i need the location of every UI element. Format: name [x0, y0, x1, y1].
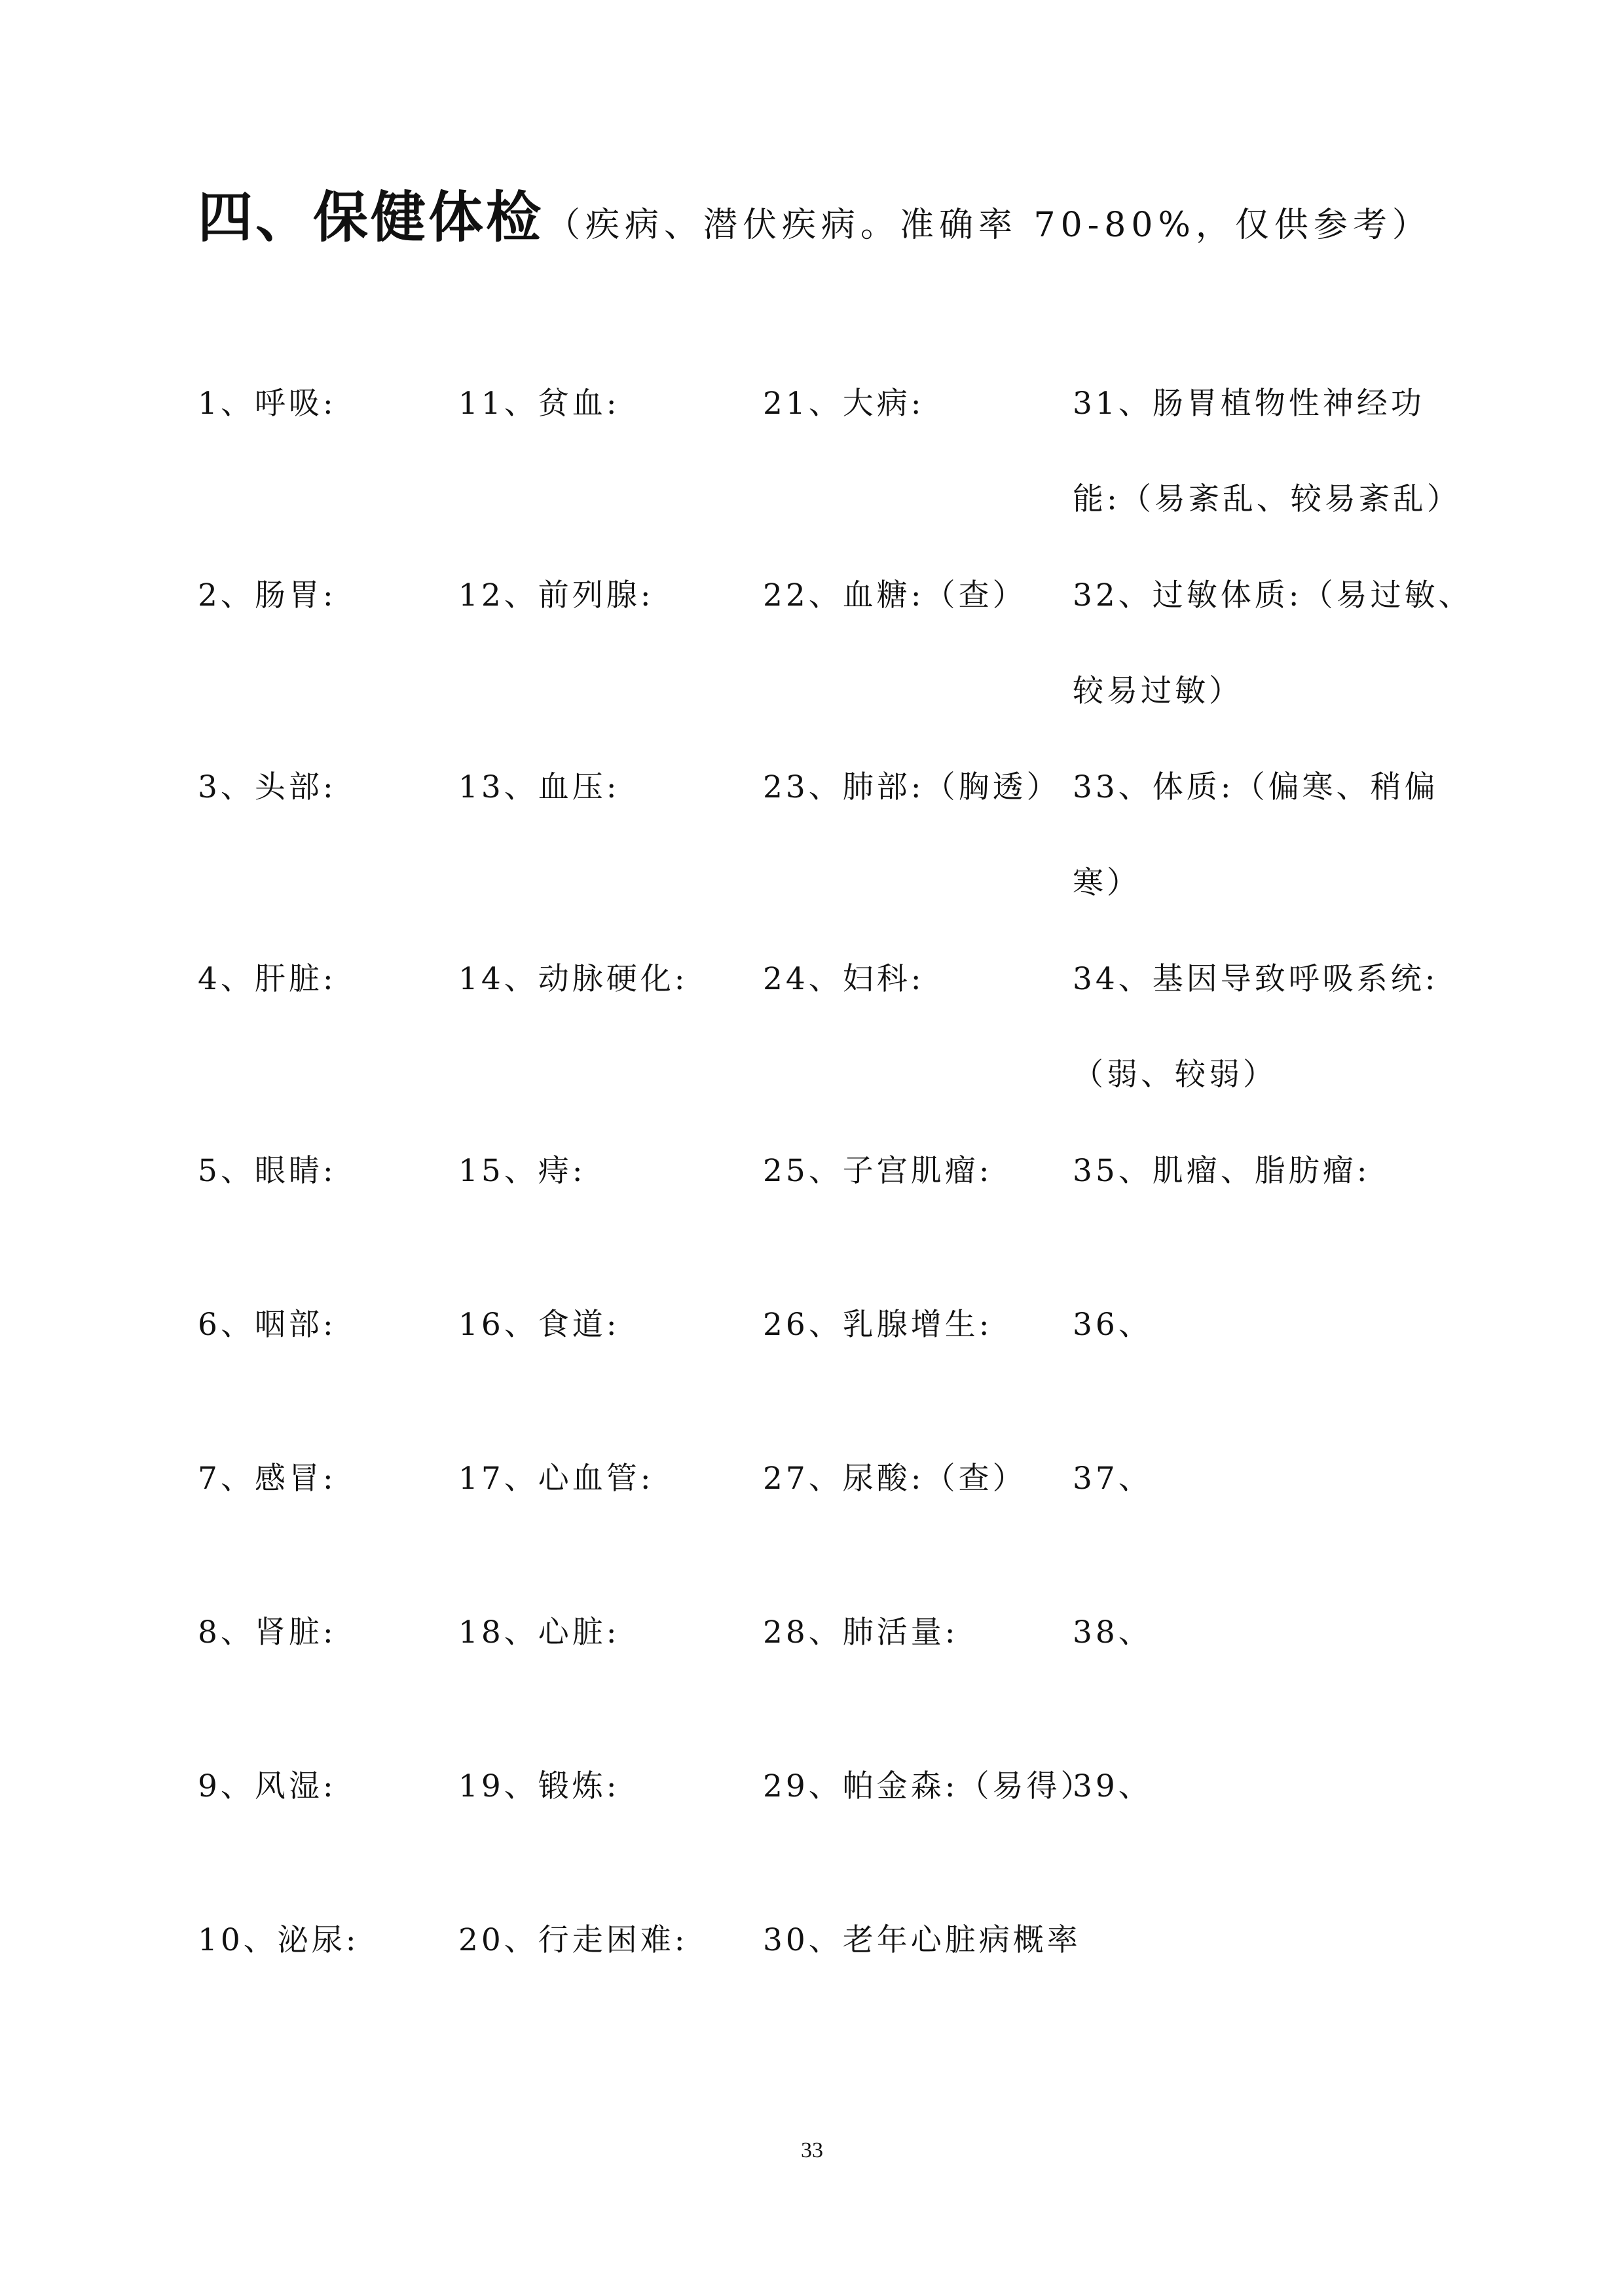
checkup-item: 35、肌瘤、脂肪瘤:: [1073, 1153, 1371, 1189]
checkup-item: 37、: [1073, 1461, 1153, 1497]
checkup-item: 16、食道:: [458, 1307, 620, 1343]
checkup-item: 20、行走困难:: [458, 1922, 688, 1958]
checkup-item: 18、心脏:: [458, 1614, 620, 1650]
checkup-item: 28、肺活量:: [763, 1614, 959, 1650]
checkup-item: 12、前列腺:: [458, 577, 654, 613]
checkup-item-continued: 较易过敏）: [1073, 673, 1243, 709]
checkup-item: 8、肾脏:: [198, 1614, 337, 1650]
checkup-item: 15、痔:: [458, 1153, 586, 1189]
section-subtitle: （疾病、潜伏疾病。准确率 70-80%，仅供参考）: [546, 206, 1431, 245]
page-number: 33: [801, 2138, 823, 2162]
section-heading: [198, 172, 1507, 279]
checkup-item: 9、风湿:: [198, 1768, 337, 1804]
checkup-item: 29、帕金森:（易得）: [763, 1768, 1095, 1804]
checkup-item: 25、子宫肌瘤:: [763, 1153, 993, 1189]
checkup-item: 39、: [1073, 1768, 1153, 1804]
checkup-item: 2、肠胃:: [198, 577, 337, 613]
section-title: 四、保健体检: [198, 185, 544, 249]
checkup-item: 24、妇科:: [763, 961, 925, 997]
checkup-item: 19、锻炼:: [458, 1768, 620, 1804]
checkup-item: 11、贫血:: [458, 386, 620, 422]
checkup-item: 36、: [1073, 1307, 1153, 1343]
checkup-item: 22、血糖:（查）: [763, 577, 1027, 613]
checkup-item: 17、心血管:: [458, 1461, 654, 1497]
checkup-item-continued: （弱、较弱）: [1073, 1057, 1277, 1093]
checkup-item: 31、肠胃植物性神经功: [1073, 386, 1425, 422]
checkup-item-continued: 能:（易紊乱、较易紊乱）: [1073, 481, 1461, 517]
checkup-item: 32、过敏体质:（易过敏、: [1073, 577, 1473, 613]
checkup-item: 3、头部:: [198, 769, 337, 805]
checkup-item: 33、体质:（偏寒、稍偏: [1073, 769, 1439, 805]
checkup-item: 27、尿酸:（查）: [763, 1461, 1027, 1497]
checkup-item-continued: 寒）: [1073, 865, 1141, 901]
checkup-item: 13、血压:: [458, 769, 620, 805]
checkup-item: 14、动脉硬化:: [458, 961, 688, 997]
checkup-item: 34、基因导致呼吸系统:: [1073, 961, 1439, 997]
checkup-item: 30、老年心脏病概率: [763, 1922, 1081, 1958]
checkup-item: 7、感冒:: [198, 1461, 337, 1497]
checkup-item: 23、肺部:（胸透）: [763, 769, 1061, 805]
checkup-item: 5、眼睛:: [198, 1153, 337, 1189]
checkup-item: 26、乳腺增生:: [763, 1307, 993, 1343]
checkup-item: 4、肝脏:: [198, 961, 337, 997]
checkup-item: 1、呼吸:: [198, 386, 337, 422]
checkup-item: 38、: [1073, 1614, 1153, 1650]
checkup-item: 6、咽部:: [198, 1307, 337, 1343]
checkup-item: 10、泌尿:: [198, 1922, 360, 1958]
checkup-item: 21、大病:: [763, 386, 925, 422]
